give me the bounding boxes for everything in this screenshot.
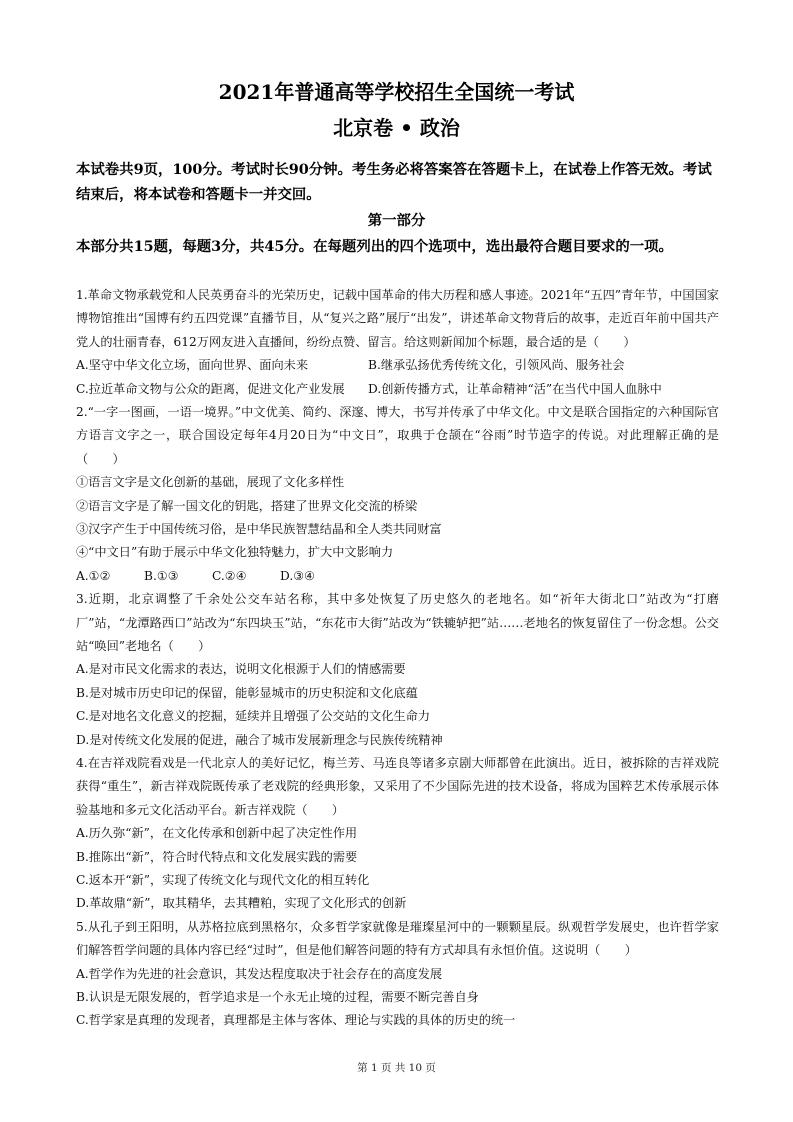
option-c: C.拉近革命文物与公众的距离，促进文化产业发展 [76, 381, 345, 396]
question-stem: 5.从孔子到王阳明，从苏格拉底到黑格尔，众多哲学家就像是璀璨星河中的一颗颗星辰。纵观哲学发展史，也许哲学家们解答哲学问题的具体内容已经“过时”，但是他们解答问题的特有方式却具有永恒价值。这说明（ ） [76, 919, 719, 958]
option-a: A.是对市民文化需求的表达，说明文化根源于人们的情感需要 [76, 662, 406, 677]
statement-3: ③汉字产生于中国传统习俗，是中华民族智慧结晶和全人类共同财富 [76, 522, 442, 537]
question-4 [76, 752, 719, 916]
question-stem: 2.“一字一图画，一语一境界。”中文优美、简约、深邃、博大，书写并传承了中华文化。中文是联合国指定的六种国际官方语言文字之一，联合国设定每年4月20日为“中文日”，取典于仓颉在“谷雨”时节造字的传说。对此理解正确的是（ ） [76, 405, 719, 466]
option-a: A.坚守中华文化立场，面向世界、面向未来 [76, 358, 309, 373]
option-c: C.②④ [212, 568, 247, 583]
option-c: C.返本开“新”，实现了传统文化与现代文化的相互转化 [76, 872, 370, 887]
exam-title: 2021年普通高等学校招生全国统一考试 [218, 80, 575, 104]
question-stem: 1.革命文物承载党和人民英勇奋斗的光荣历史，记载中国革命的伟大历程和感人事迹。2021年“五四”青年节，中国国家博物馆推出“国博有约五四党课”直播节目，从“复兴之路”展厅“出发”，讲述革命文物背后的故事，走近百年前中国共产党人的壮丽青春，612万网友进入直播间，纷纷点赞、留言。给这则新闻加个标题，最合适的是（ ） [76, 288, 719, 349]
option-row [76, 354, 719, 377]
option-d: D.③④ [280, 568, 316, 583]
option-b: B.是对城市历史印记的保留，能彰显城市的历史积淀和文化底蕴 [76, 685, 418, 700]
statement-1: ①语言文字是文化创新的基础，展现了文化多样性 [76, 475, 345, 490]
option-b: B.推陈出“新”，符合时代特点和文化发展实践的需要 [76, 849, 358, 864]
statement-2: ②语言文字是了解一国文化的钥匙，搭建了世界文化交流的桥梁 [76, 498, 418, 513]
option-d: D.创新传播方式，让革命精神“活”在当代中国人血脉中 [368, 381, 662, 396]
exam-instructions: 本试卷共9页，100分。考试时长90分钟。考生务必将答案答在答题卡上，在试卷上作答无效。考试结束后，将本试卷和答题卡一并交回。 [76, 161, 712, 203]
question-stem: 4.在吉祥戏院看戏是一代北京人的美好记忆，梅兰芳、马连良等诸多京剧大师都曾在此演出。近日，被拆除的吉祥戏院获得“重生”，新吉祥戏院既传承了老戏院的经典形象，又采用了不少国际先进的技术设备，将成为国粹艺术传承展示体验基地和多元文化活动平台。新吉祥戏院（ ） [76, 755, 719, 817]
question-1 [76, 284, 719, 401]
question-3 [76, 588, 719, 752]
part-description: 本部分共15题，每题3分，共45分。在每题列出的四个选项中，选出最符合题目要求的一项。 [76, 238, 673, 255]
option-a: A.哲学作为先进的社会意识，其发达程度取决于社会存在的高度发展 [76, 966, 443, 981]
option-a: A.历久弥“新”，在文化传承和创新中起了决定性作用 [76, 826, 358, 841]
option-c: C.是对地名文化意义的挖掘，延续并且增强了公交站的文化生命力 [76, 709, 431, 724]
question-stem: 3.近期，北京调整了千余处公交车站名称，其中多处恢复了历史悠久的老地名。如“祈年大街北口”站改为“打磨厂”站，“龙潭路西口”站改为“东四块玉”站，“东花市大街”站改为“铁辘轳把”站……老地名的恢复留住了一份念想。公交站“唤回”老地名（ ） [76, 592, 719, 653]
statement-4: ④“中文日”有助于展示中华文化独特魅力，扩大中文影响力 [76, 545, 394, 560]
option-b: B.①③ [144, 568, 179, 583]
option-row [76, 378, 719, 401]
question-5 [76, 916, 719, 1033]
option-b: B.继承弘扬优秀传统文化，引领风尚、服务社会 [368, 358, 625, 373]
question-2 [76, 401, 719, 588]
part-title: 第一部分 [367, 212, 426, 229]
question-list [76, 284, 719, 1033]
exam-subtitle: 北京卷 • 政治 [333, 116, 460, 140]
page-indicator: 第 1 页 共 10 页 [357, 1062, 436, 1074]
option-row [76, 565, 719, 588]
option-a: A.①② [76, 568, 111, 583]
option-c: C.哲学家是真理的发现者，真理都是主体与客体、理论与实践的具体的历史的统一 [76, 1013, 516, 1028]
option-d: D.革故鼎“新”，取其精华，去其糟粕，实现了文化形式的创新 [76, 896, 407, 911]
option-d: D.是对传统文化发展的促进，融合了城市发展新理念与民族传统精神 [76, 732, 443, 747]
option-b: B.认识是无限发展的，哲学追求是一个永无止境的过程，需要不断完善自身 [76, 989, 479, 1004]
